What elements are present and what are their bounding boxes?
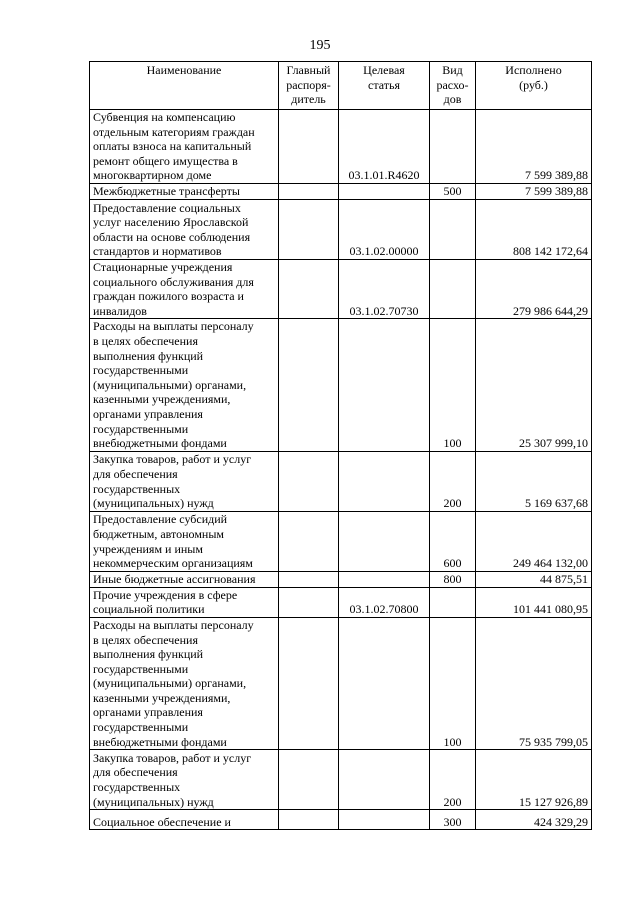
text-line: Расходы на выплаты персоналу (93, 319, 254, 334)
row-executed: 424 329,29 (476, 810, 592, 830)
row-expense-type (430, 260, 476, 319)
table-row (90, 511, 592, 571)
row-manager (279, 587, 339, 617)
text-line: Предоставление субсидий (93, 512, 228, 527)
text-line: внебюджетными фондами (93, 734, 227, 749)
row-manager (279, 810, 339, 830)
text-line: (руб.) (519, 77, 548, 92)
row-expense-type: 200 (430, 451, 476, 511)
row-expense-type: 100 (430, 319, 476, 451)
row-expense-type: 100 (430, 617, 476, 749)
text-line: (муниципальных) нужд (93, 794, 214, 809)
text-line: области на основе соблюдения (93, 229, 251, 244)
header-executed (476, 62, 592, 110)
row-manager (279, 319, 339, 451)
table-row (90, 750, 592, 810)
row-manager (279, 571, 339, 587)
text-line: государственных (93, 780, 181, 795)
table-row (90, 810, 592, 830)
text-line: Исполнено (505, 63, 562, 77)
table-row (90, 451, 592, 511)
row-expense-type (430, 587, 476, 617)
row-article: 03.1.02.00000 (339, 200, 430, 260)
row-name (90, 617, 279, 749)
text-line: государственными (93, 720, 189, 735)
row-name (90, 260, 279, 319)
text-line: органами управления (93, 406, 203, 421)
text-line: Прочие учреждения в сфере (93, 587, 238, 602)
text-line: социальной политики (93, 602, 205, 617)
row-article (339, 511, 430, 571)
table-row (90, 587, 592, 617)
row-article (339, 571, 430, 587)
row-article: 03.1.01.R4620 (339, 110, 430, 184)
row-manager (279, 200, 339, 260)
table-row (90, 571, 592, 587)
text-line: Стационарные учреждения (93, 260, 233, 274)
row-executed: 44 875,51 (476, 571, 592, 587)
table-row (90, 617, 592, 749)
text-line: стандартов и нормативов (93, 244, 222, 259)
table-body (90, 110, 592, 830)
budget-table (89, 61, 592, 830)
row-executed: 15 127 926,89 (476, 750, 592, 810)
row-executed: 7 599 389,88 (476, 110, 592, 184)
table-row (90, 260, 592, 319)
text-line: Иные бюджетные ассигнования (93, 572, 256, 587)
header-manager (279, 62, 339, 110)
row-executed: 7 599 389,88 (476, 184, 592, 200)
row-executed: 101 441 080,95 (476, 587, 592, 617)
row-manager (279, 451, 339, 511)
text-line: в целях обеспечения (93, 333, 198, 348)
row-executed: 75 935 799,05 (476, 617, 592, 749)
row-manager (279, 110, 339, 184)
row-name (90, 810, 279, 830)
text-line: казенными учреждениями, (93, 690, 231, 705)
text-line: некоммерческим организациям (93, 556, 253, 571)
text-line: отдельным категориям граждан (93, 124, 255, 139)
row-article: 03.1.02.70800 (339, 587, 430, 617)
text-line: Закупка товаров, работ и услуг (93, 750, 252, 765)
row-expense-type: 800 (430, 571, 476, 587)
row-name (90, 451, 279, 511)
text-line: расхо- (436, 77, 469, 92)
row-name (90, 319, 279, 451)
text-line: дитель (291, 92, 326, 107)
text-line: в целях обеспечения (93, 632, 198, 647)
row-executed: 808 142 172,64 (476, 200, 592, 260)
text-line: многоквартирном доме (93, 168, 212, 183)
table-row (90, 319, 592, 451)
row-expense-type: 600 (430, 511, 476, 571)
text-line: выполнения функций (93, 647, 204, 662)
row-name (90, 200, 279, 260)
text-line: (муниципальными) органами, (93, 377, 247, 392)
text-line: Закупка товаров, работ и услуг (93, 452, 252, 467)
text-line: дов (443, 92, 462, 107)
row-name (90, 511, 279, 571)
header-expense-type (430, 62, 476, 110)
row-name (90, 587, 279, 617)
row-name (90, 110, 279, 184)
row-article (339, 750, 430, 810)
text-line: граждан пожилого возраста и (93, 289, 244, 304)
text-line: Социальное обеспечение и (93, 814, 231, 829)
row-article (339, 617, 430, 749)
text-line: Главный (286, 63, 331, 77)
text-line: Вид (442, 63, 463, 77)
header-article (339, 62, 430, 110)
text-line: учреждениям и иным (93, 541, 203, 556)
row-executed: 5 169 637,68 (476, 451, 592, 511)
text-line: распоря- (286, 77, 331, 92)
row-manager (279, 260, 339, 319)
row-expense-type (430, 110, 476, 184)
row-article (339, 319, 430, 451)
text-line: для обеспечения (93, 765, 178, 780)
row-expense-type: 500 (430, 184, 476, 200)
text-line: выполнения функций (93, 348, 204, 363)
text-line: Предоставление социальных (93, 200, 241, 215)
text-line: Межбюджетные трансферты (93, 184, 240, 199)
text-line: оплаты взноса на капитальный (93, 139, 252, 154)
table-header-row (90, 62, 592, 110)
text-line: социального обслуживания для (93, 274, 254, 289)
text-line: государственными (93, 421, 189, 436)
text-line: Целевая (363, 63, 405, 77)
row-manager (279, 750, 339, 810)
text-line: государственных (93, 481, 181, 496)
text-line: услуг населению Ярославской (93, 215, 249, 230)
row-article: 03.1.02.70730 (339, 260, 430, 319)
row-manager (279, 511, 339, 571)
row-article (339, 451, 430, 511)
table-row (90, 200, 592, 260)
text-line: инвалидов (93, 303, 147, 318)
row-expense-type: 200 (430, 750, 476, 810)
text-line: государственными (93, 661, 189, 676)
text-line: (муниципальными) органами, (93, 676, 247, 691)
row-name (90, 750, 279, 810)
table-row (90, 184, 592, 200)
text-line: статья (368, 77, 400, 92)
text-line: Субвенция на компенсацию (93, 110, 236, 125)
row-name (90, 184, 279, 200)
text-line: внебюджетными фондами (93, 436, 227, 451)
text-line: казенными учреждениями, (93, 392, 231, 407)
row-executed: 279 986 644,29 (476, 260, 592, 319)
row-expense-type: 300 (430, 810, 476, 830)
text-line: органами управления (93, 705, 203, 720)
row-article (339, 184, 430, 200)
text-line: государственными (93, 363, 189, 378)
text-line: (муниципальных) нужд (93, 496, 214, 511)
row-name (90, 571, 279, 587)
row-executed: 25 307 999,10 (476, 319, 592, 451)
row-executed: 249 464 132,00 (476, 511, 592, 571)
text-line: ремонт общего имущества в (93, 153, 238, 168)
page-number: 195 (309, 38, 331, 53)
text-line: Расходы на выплаты персоналу (93, 617, 254, 632)
text-line: бюджетным, автономным (93, 526, 224, 541)
table-row (90, 110, 592, 184)
row-manager (279, 617, 339, 749)
text-line: для обеспечения (93, 466, 178, 481)
text-line: Наименование (146, 63, 222, 77)
row-expense-type (430, 200, 476, 260)
row-article (339, 810, 430, 830)
row-manager (279, 184, 339, 200)
header-name (90, 62, 279, 110)
